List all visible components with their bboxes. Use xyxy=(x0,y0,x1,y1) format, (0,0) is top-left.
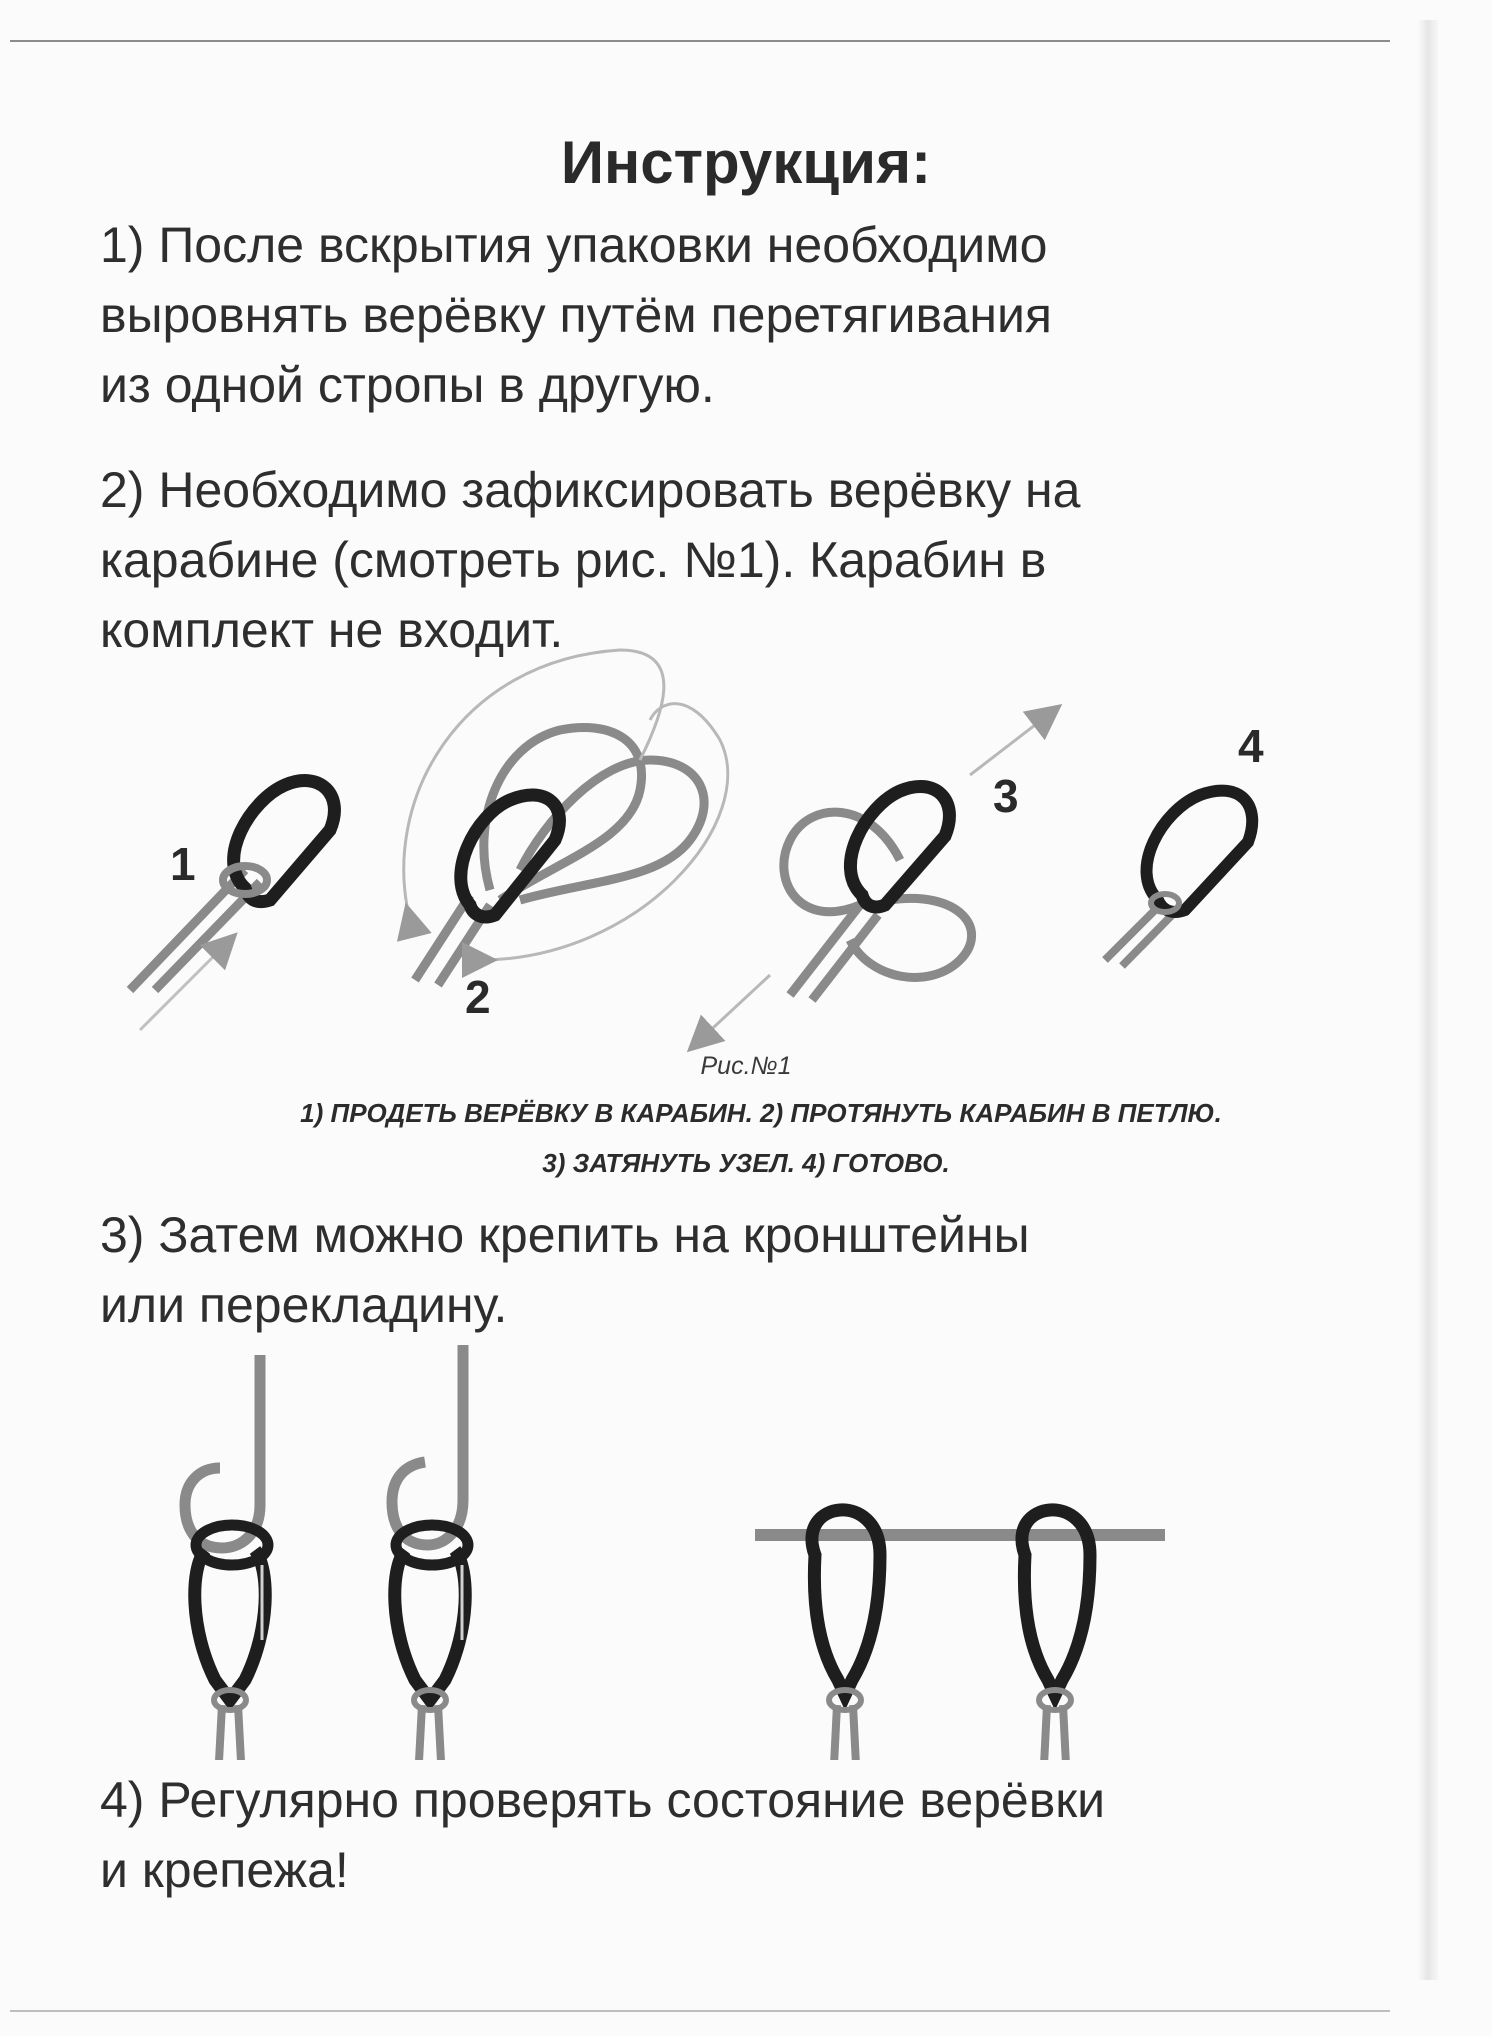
knot-step-1-number: 1 xyxy=(170,838,196,890)
figure-1-caption-line-1: 1) ПРОДЕТЬ ВЕРЁВКУ В КАРАБИН. 2) ПРОТЯНУТЬ КАРАБИН В ПЕТЛЮ. xyxy=(300,1098,1222,1128)
knot-step-4-number: 4 xyxy=(1238,720,1264,772)
figure-1-label: Рис.№1 xyxy=(700,1052,792,1080)
bottom-divider xyxy=(10,2010,1390,2012)
carabiner-icon xyxy=(395,1550,465,1700)
page-title: Инструкция: xyxy=(560,129,932,196)
hook-icon xyxy=(185,1355,260,1548)
step-2-text: 2) Необходимо зафиксировать верёвку на карабине (смотреть рис. №1). Карабин в комплект не входит. xyxy=(100,462,1081,658)
knot-step-3-number: 3 xyxy=(993,770,1019,822)
step-4-text: 4) Регулярно проверять состояние верёвки и крепежа! xyxy=(100,1772,1106,1898)
carabiner-icon xyxy=(195,1550,265,1700)
figure-1-caption-line-2: 3) ЗАТЯНУТЬ УЗЕЛ. 4) ГОТОВО. xyxy=(542,1148,950,1178)
knot-step-2-number: 2 xyxy=(465,971,491,1023)
step-1-text: 1) После вскрытия упаковки необходимо выровнять верёвку путём перетягивания из одной стропы в другую. xyxy=(100,217,1052,413)
crossbar-mount xyxy=(755,1510,1165,1760)
hook-mount-1 xyxy=(185,1355,268,1760)
hook-icon xyxy=(392,1345,463,1545)
step-3-text: 3) Затем можно крепить на кронштейны или перекладину. xyxy=(100,1207,1030,1333)
hook-mount-2 xyxy=(392,1345,468,1760)
